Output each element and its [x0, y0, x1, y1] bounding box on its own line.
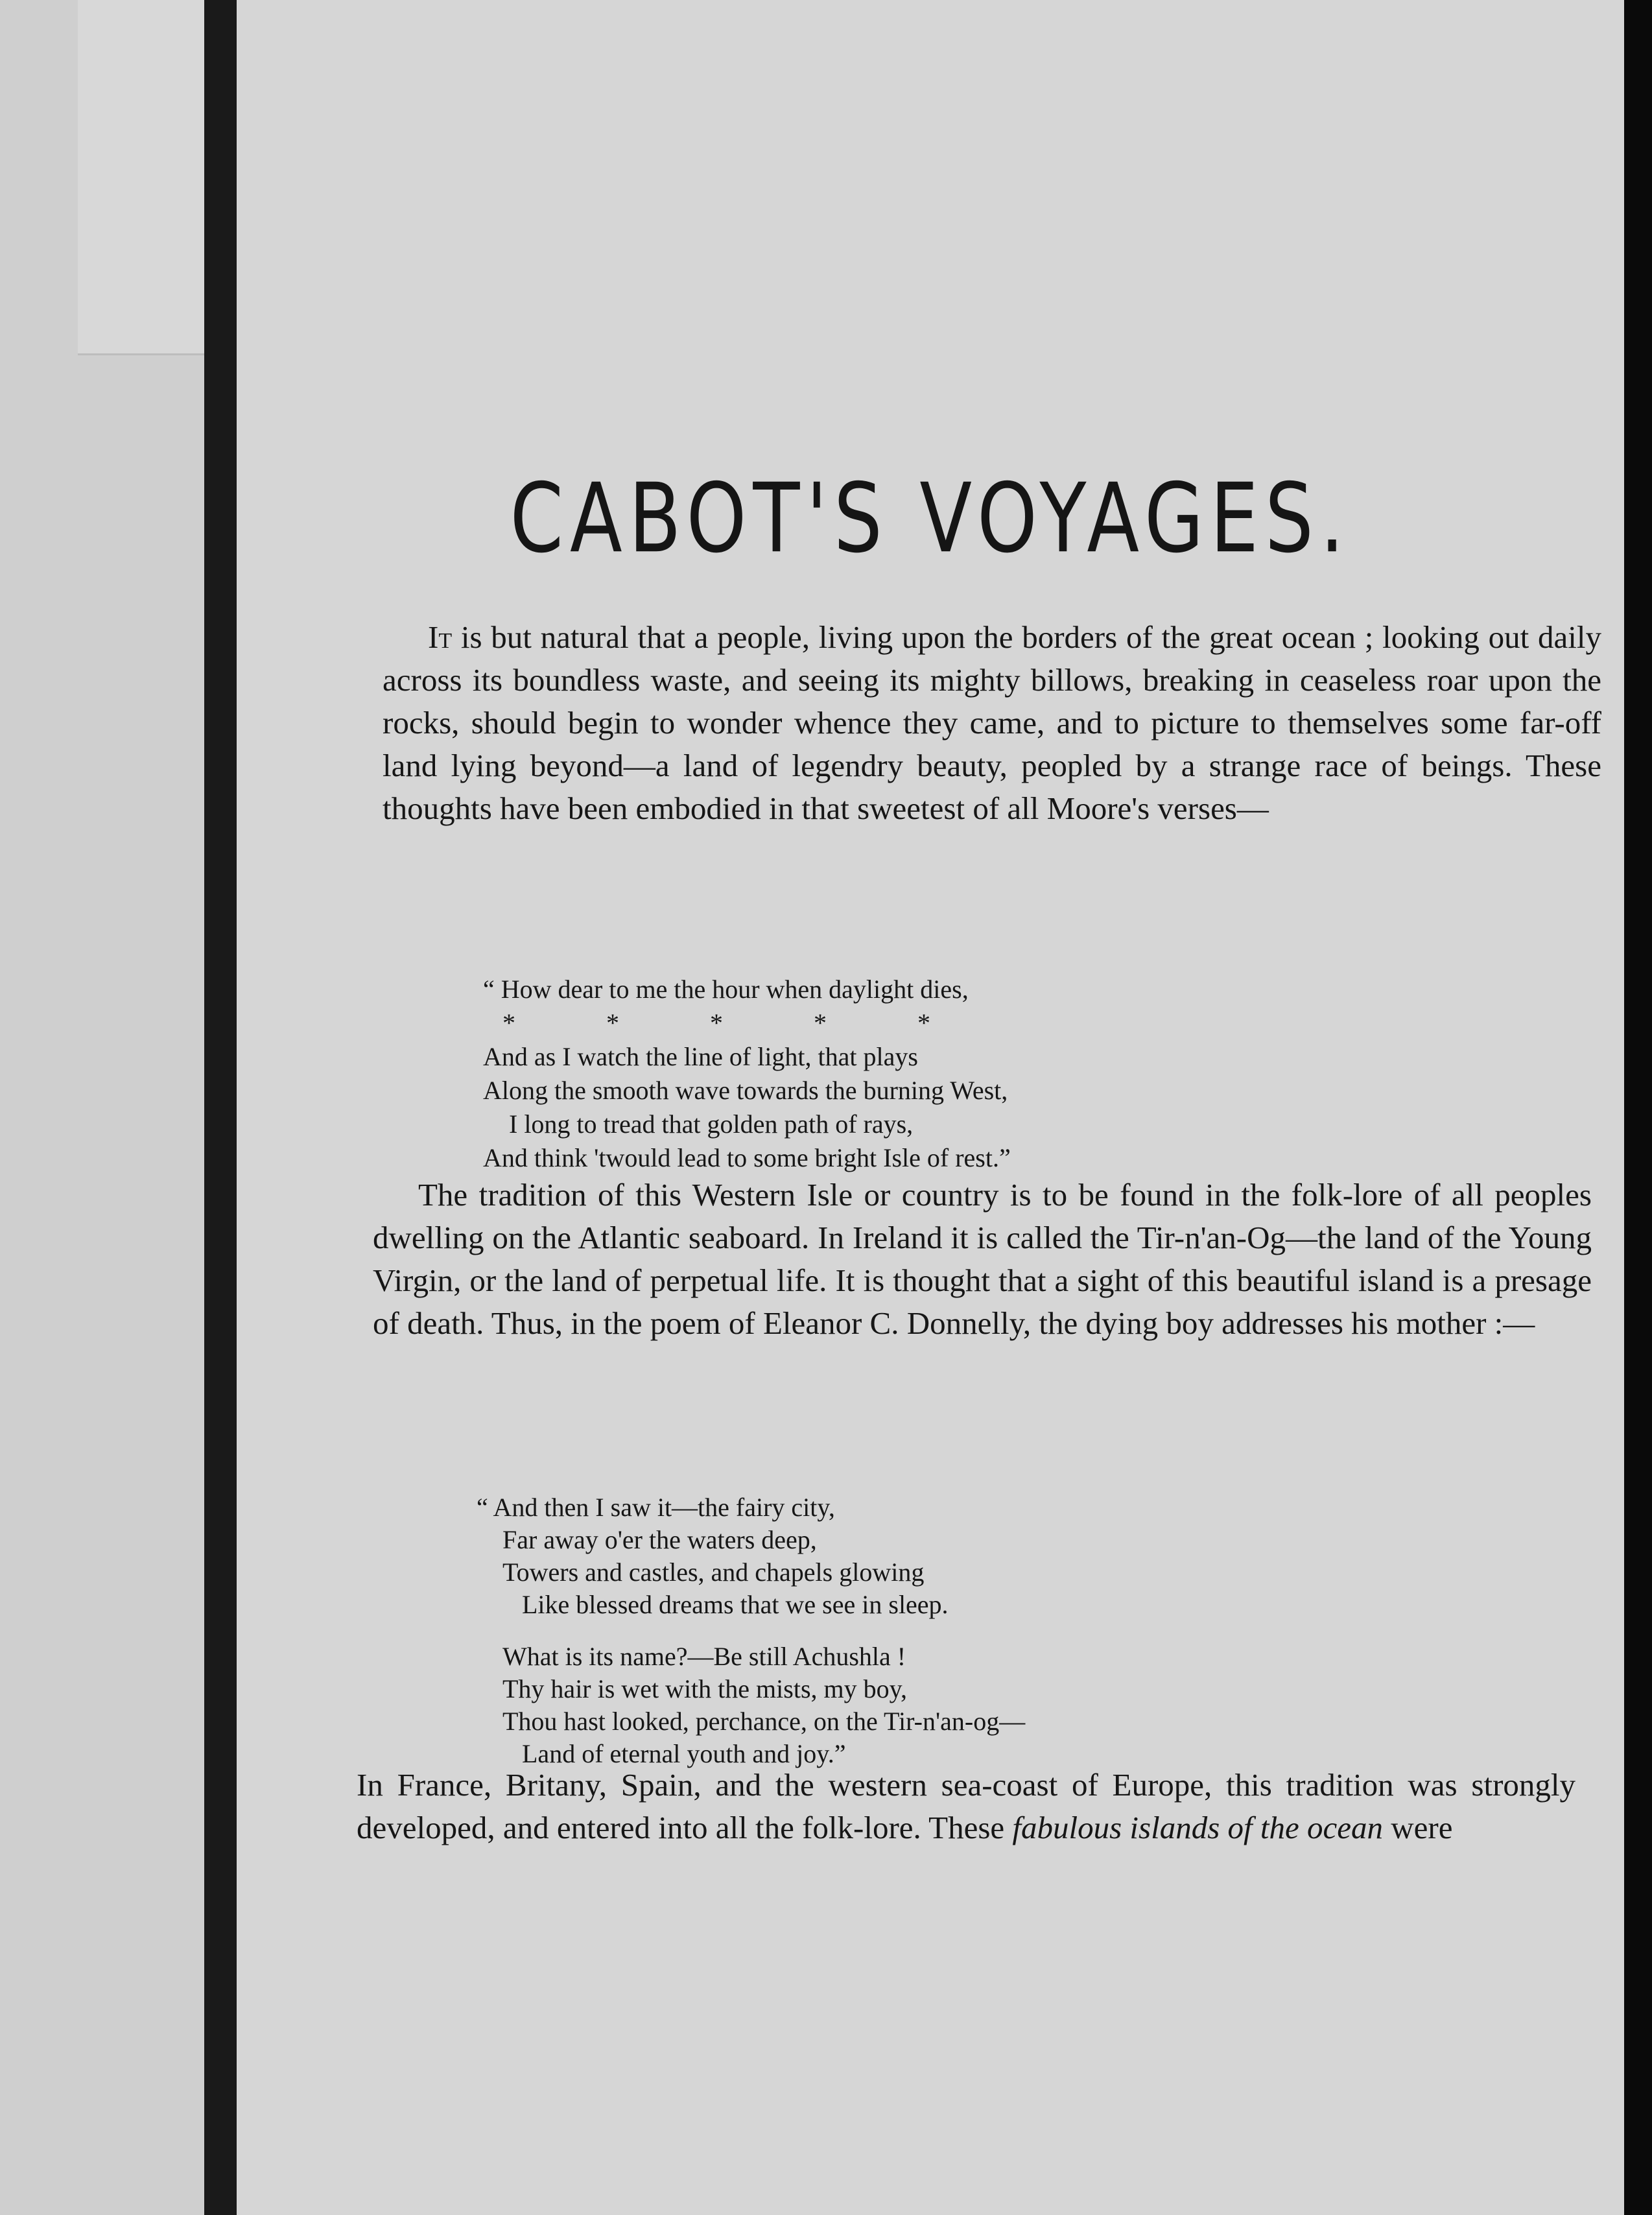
poem-line: Along the smooth wave towards the burning West, [483, 1076, 1008, 1105]
paragraph-3 [357, 1764, 1575, 1849]
poem-donnelly [477, 1491, 1449, 1770]
paragraph-2 [373, 1174, 1592, 1345]
poem-line: “ How dear to me the hour when daylight dies, [483, 975, 969, 1004]
poem-line: And think 'twould lead to some bright Isle of rest.” [483, 1143, 1011, 1172]
paragraph-1 [383, 616, 1601, 830]
stanza-gap [477, 1621, 1449, 1641]
poem-line: Like blessed dreams that we see in sleep. [522, 1590, 949, 1619]
poem-line: Far away o'er the waters deep, [502, 1525, 817, 1554]
page-title: CABOT'S VOYAGES. [510, 462, 1351, 574]
poem-line: What is its name?—Be still Achushla ! [502, 1642, 906, 1671]
paragraph-1-text: is but natural that a people, living upon the borders of the great ocean ; looking out daily across its boundless waste, and seeing its mighty billows, breaking in ceaseless roar upon the rocks, should begin to wonder whence they came, and to picture to themselves some far-off land lying beyond—a land of legendry beauty, peopled by a strange race of beings. These thoughts have been embodied in that sweetest of all Moore's verses— [383, 619, 1601, 826]
poem-line: Towers and castles, and chapels glowing [502, 1558, 925, 1587]
poem-line: And as I watch the line of light, that plays [483, 1042, 918, 1071]
poem-line: Land of eternal youth and joy.” [522, 1739, 846, 1768]
star: * [917, 1008, 930, 1037]
poem-line: I long to tread that golden path of rays, [509, 1109, 914, 1139]
paragraph-3-text: In France, Britany, Spain, and the western sea-coast of Europe, this tradition was strongly developed, and entered into all the folk-lore. These [357, 1767, 1575, 1845]
star: * [814, 1008, 827, 1037]
paragraph-3-end: were [1383, 1810, 1453, 1845]
poem-line: Thou hast looked, perchance, on the Tir-n'an-og— [502, 1707, 1026, 1736]
poem-ellipsis-stars [483, 1006, 1391, 1040]
poem-moore [483, 973, 1391, 1175]
scan-right-edge [1624, 0, 1652, 2215]
poem-line: “ And then I saw it—the fairy city, [477, 1493, 835, 1522]
star: * [606, 1008, 619, 1037]
page [237, 0, 1624, 2215]
star: * [710, 1008, 723, 1037]
star: * [502, 1008, 515, 1037]
facing-page-edge [0, 0, 204, 2215]
paper-slip [78, 0, 216, 355]
book-gutter [204, 0, 237, 2215]
poem-line: Thy hair is wet with the mists, my boy, [502, 1674, 908, 1703]
paragraph-3-italic: fabulous islands of the ocean [1012, 1810, 1384, 1845]
paragraph-1-lead: It [428, 619, 453, 655]
paragraph-2-text: The tradition of this Western Isle or country is to be found in the folk-lore of all peoples dwelling on the Atlantic seaboard. In Ireland it is called the Tir-n'an-Og—the land of the Young Virgin, or the land of perpetual life. It is thought that a sight of this beautiful island is a presage of death. Thus, in the poem of Eleanor C. Donnelly, the dying boy addresses his mother :— [373, 1177, 1592, 1341]
